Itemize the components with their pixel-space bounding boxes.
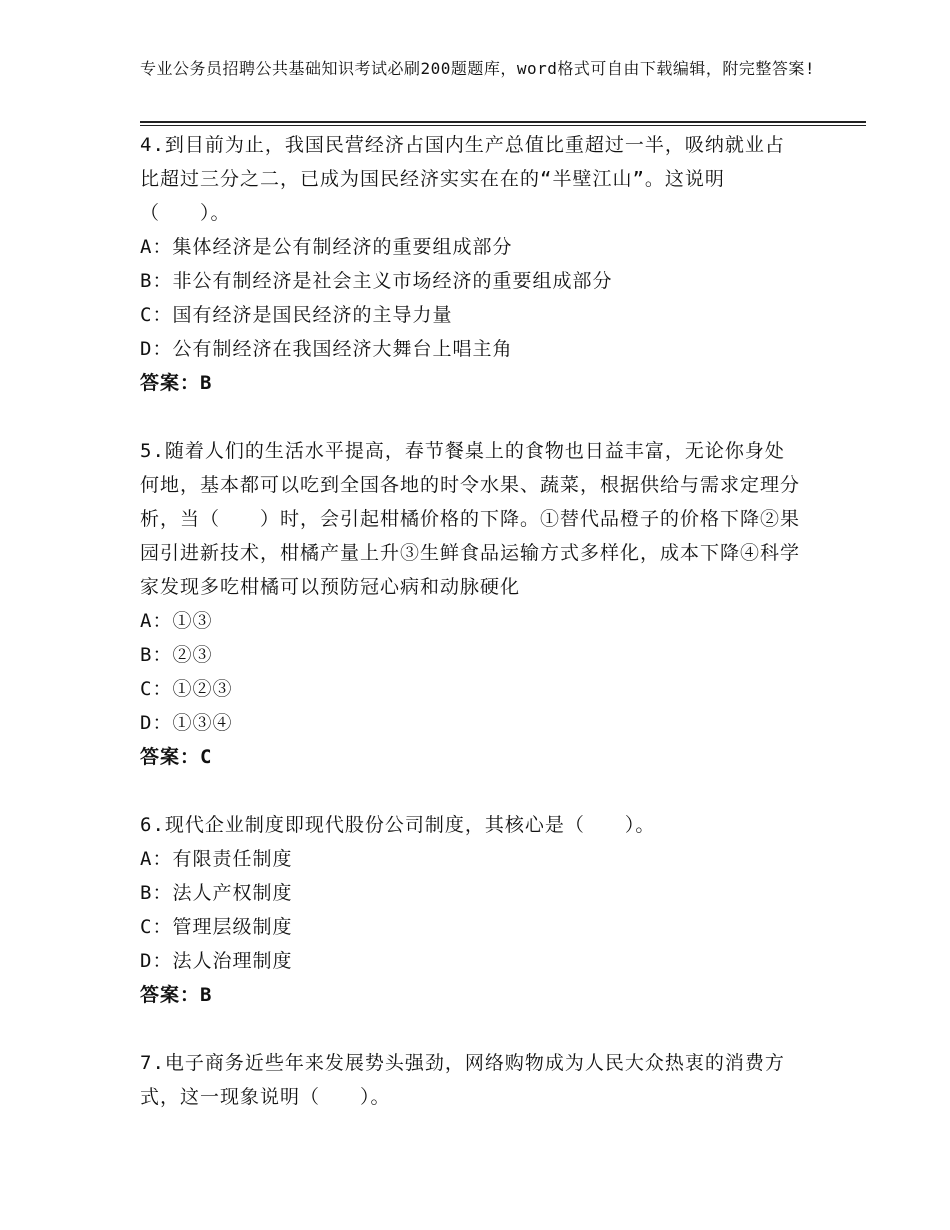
question-stem: 7.电子商务近些年来发展势头强劲，网络购物成为人民大众热衷的消费方式，这一现象说明（ ）。 <box>140 1052 785 1108</box>
question-7 <box>140 1046 800 1114</box>
question-6 <box>140 808 800 1012</box>
document-header: 专业公务员招聘公共基础知识考试必刷200题题库，word格式可自由下载编辑，附完整答案! <box>140 59 816 78</box>
option-c: C：管理层级制度 <box>140 916 293 938</box>
question-stem: 4.到目前为止，我国民营经济占国内生产总值比重超过一半，吸纳就业占比超过三分之二，已成为国民经济实实在在的“半壁江山”。这说明（ ）。 <box>140 134 785 224</box>
header-divider-thin <box>140 125 866 126</box>
option-d: D：法人治理制度 <box>140 950 293 972</box>
question-4 <box>140 128 800 400</box>
option-d: D：①③④ <box>140 712 233 734</box>
option-a: A：集体经济是公有制经济的重要组成部分 <box>140 236 513 258</box>
option-a: A：有限责任制度 <box>140 848 293 870</box>
option-c: C：国有经济是国民经济的主导力量 <box>140 304 453 326</box>
option-b: B：②③ <box>140 644 213 666</box>
question-list <box>140 128 800 1148</box>
option-c: C：①②③ <box>140 678 233 700</box>
option-a: A：①③ <box>140 610 213 632</box>
answer: 答案：C <box>140 746 213 768</box>
question-stem: 6.现代企业制度即现代股份公司制度，其核心是（ ）。 <box>140 814 656 836</box>
option-b: B：非公有制经济是社会主义市场经济的重要组成部分 <box>140 270 613 292</box>
header-divider-thick <box>140 121 866 123</box>
option-d: D：公有制经济在我国经济大舞台上唱主角 <box>140 338 513 360</box>
question-stem: 5.随着人们的生活水平提高，春节餐桌上的食物也日益丰富，无论你身处何地，基本都可以吃到全国各地的时令水果、蔬菜，根据供给与需求定理分析，当（ ）时，会引起柑橘价格的下降。①替代品橙子的价格下降②果园引进新技术，柑橘产量上升③生鲜食品运输方式多样化，成本下降④科学家发现多吃柑橘可以预防冠心病和动脉硬化 <box>140 440 801 598</box>
question-5 <box>140 434 800 774</box>
answer: 答案：B <box>140 372 213 394</box>
option-b: B：法人产权制度 <box>140 882 293 904</box>
answer: 答案：B <box>140 984 213 1006</box>
